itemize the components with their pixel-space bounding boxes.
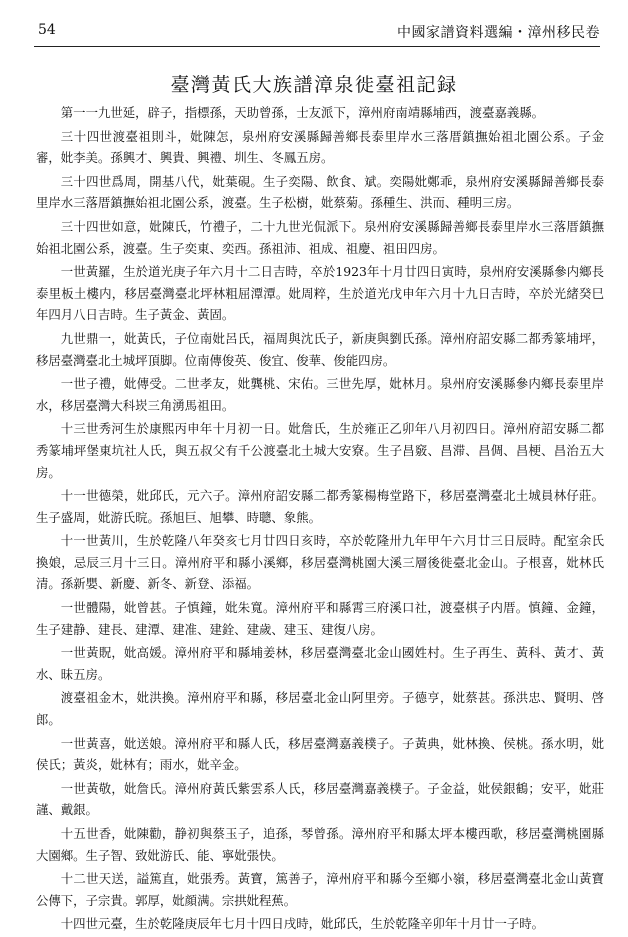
article-title: 臺灣黃氏大族譜漳泉徙臺祖記録 [170, 74, 458, 96]
paragraph: 十一世黃川，生於乾隆八年癸亥七月廿四日亥時，卒於乾隆卅九年甲午六月廿三日辰時。配室余氏換娘，忌辰三月十三日。漳州府平和縣小溪鄉，移居臺灣桃園大溪三層後徙臺北金山。子根喜，妣林氏清。孫新嬰、新慶、新冬、新登、添福。 [36, 533, 604, 592]
paragraph: 一世黃喜，妣送娘。漳州府平和縣人氏，移居臺灣嘉義樸子。子黃典，妣林換、侯桃。孫水明，妣侯氏；黃炎，妣林有；雨水，妣辛金。 [36, 735, 604, 773]
paragraph: 一世黃敬，妣詹氏。漳州府黃氏紫雲系人氏，移居臺灣嘉義樸子。子金益，妣侯銀鶴；安平，妣莊謹、戴銀。 [36, 780, 604, 818]
paragraph: 渡臺祖金木，妣洪換。漳州府平和縣，移居臺北金山阿里旁。子德亨，妣蔡甚。孫洪忠、賢明、啓郎。 [36, 690, 604, 728]
paragraph: 一世體陽，妣曾甚。子慎鐘，妣朱寬。漳州府平和縣霄三府溪口社，渡臺棋子内厝。慎鐘、金鐘，生子建静、建長、建潭、建准、建銓、建歲、建玉、建復八房。 [36, 600, 604, 637]
paragraph: 一世子禮，妣傳受。二世孝友，妣龔桃、宋佑。三世先厚，妣林月。泉州府安溪縣參内鄉長泰里岸水，移居臺灣大科崁三角湧馬祖田。 [36, 376, 604, 413]
paragraph: 十三世秀河生於康熙丙申年十月初一日。妣詹氏，生於雍正乙卯年八月初四日。漳州府詔安縣二都秀篆埔坪堡東坑社人氏，與五叔父有千公渡臺北土城大安寮。生子昌竅、昌滞、昌倜、昌梗、昌治五大房。 [36, 421, 604, 480]
paragraph: 第一一九世延，辟子，指標孫，天助曾孫，士友派下，漳州府南靖縣埔西，渡臺嘉義縣。 [60, 105, 545, 120]
page-number: 54 [38, 22, 56, 38]
paragraph: 九世鼎一，妣黃氏，子位南妣呂氏，福周與沈氏子，新庚與劉氏孫。漳州府詔安縣二都秀篆埔坪，移居臺灣臺北土城坪頂脚。位南傳俊英、俊宜、俊華、俊能四房。 [36, 330, 604, 368]
paragraph: 十五世香，妣陳勸，静初與蔡玉子，追孫，琴曾孫。漳州府平和縣太坪本樓西歌，移居臺灣桃園縣大園鄉。生子智、致妣游氏、能、寧妣張快。 [36, 826, 604, 863]
paragraph: 一世黃貺，妣高媛。漳州府平和縣埔姜林，移居臺灣臺北金山國姓村。生子再生、黃科、黃才、黃水、昧五房。 [36, 645, 604, 682]
paragraph: 一世黃羅，生於道光庚子年六月十二日吉時，卒於1923年十月廿四日寅時，泉州府安溪縣參内鄉長泰里板土樓内，移居臺灣臺北坪林粗屈潭潭。妣周粹，生於道光戊申年六月十九日吉時，卒於光緒癸巳年四月八日吉時。生子黃金、黃固。 [36, 264, 604, 323]
paragraph: 三十四世渡臺祖則斗，妣陳怎，泉州府安溪縣歸善鄉長泰里岸水三落厝鎮撫始祖北園公系。子金審，妣李美。孫興才、興貴、興禮、圳生、冬鳳五房。 [36, 128, 604, 166]
paragraph: 十二世天送，謚篤直，妣張秀。黃寶，篤善子，漳州府平和縣今至鄉小嶺，移居臺灣臺北金山黃寶公傳下，子宗貴。郭厚，妣顔满。宗拱妣程蕉。 [36, 871, 604, 908]
page-header [34, 20, 600, 47]
article-body [36, 102, 604, 937]
paragraph: 三十四世如意，妣陳氏，竹禮子，二十九世光侃派下。泉州府安溪縣歸善鄉長泰里岸水三落厝鎮撫始祖北園公系，渡臺。生子奕東、奕西。孫祖沛、祖成、祖慶、祖田四房。 [36, 218, 604, 256]
paragraph: 十一世德榮，妣邱氏，元六子。漳州府詔安縣二都秀篆楊梅堂路下，移居臺灣臺北土城員林仔莊。生子盛周，妣游氏晥。孫旭巨、旭攀、時聰、象熊。 [36, 488, 604, 525]
paragraph: 十四世元臺，生於乾隆庚辰年七月十四日戌時，妣邱氏，生於乾隆辛卯年十月廿一子時。 [60, 916, 545, 932]
paragraph: 三十四世爲周，開基八代，妣葉硯。生子奕陽、飲食、斌。奕陽妣鄭乖，泉州府安溪縣歸善鄉長泰里岸水三落厝鎮撫始祖北園公系，渡臺。生子松樹，妣蔡菊。孫種生、洪而、種明三房。 [36, 173, 604, 211]
running-head: 中國家譜資料選編・漳州移民卷 [397, 25, 600, 41]
